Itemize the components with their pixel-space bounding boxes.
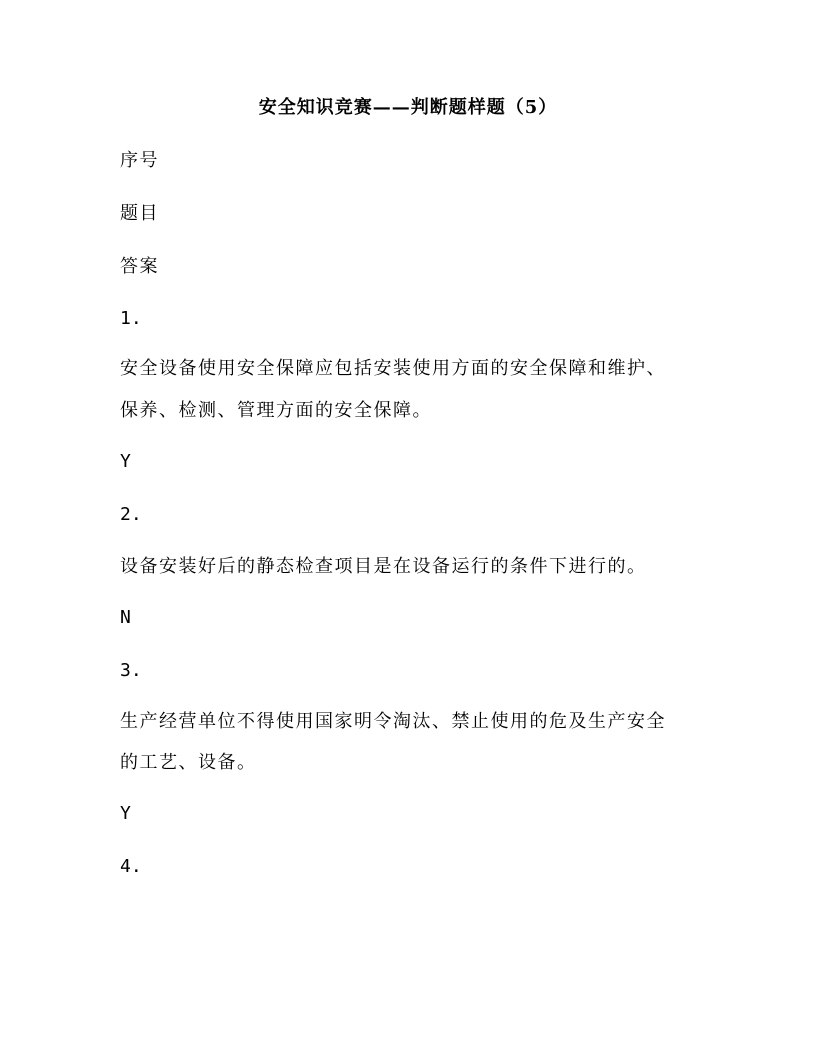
- item-1-question-line-2: 保养、检测、管理方面的安全保障。: [120, 400, 432, 421]
- item-1-question-line-1: 安全设备使用安全保障应包括安装使用方面的安全保障和维护、: [120, 358, 666, 379]
- item-2-answer: N: [120, 607, 131, 628]
- item-1-number: 1.: [120, 308, 142, 329]
- item-2-number: 2.: [120, 504, 142, 525]
- item-3-number: 3.: [120, 660, 142, 681]
- item-4-number: 4.: [120, 856, 142, 877]
- item-3-answer: Y: [120, 803, 131, 824]
- item-3-question-line-1: 生产经营单位不得使用国家明令淘汰、禁止使用的危及生产安全: [120, 711, 666, 732]
- item-3-question-line-2: 的工艺、设备。: [120, 752, 257, 773]
- document-title: 安全知识竞赛——判断题样题（5）: [258, 97, 558, 118]
- item-2-question-line-1: 设备安装好后的静态检查项目是在设备运行的条件下进行的。: [120, 556, 647, 577]
- header-label-number: 序号: [120, 150, 159, 171]
- header-label-question: 题目: [120, 203, 159, 224]
- header-label-answer: 答案: [120, 256, 159, 277]
- item-1-answer: Y: [120, 451, 131, 472]
